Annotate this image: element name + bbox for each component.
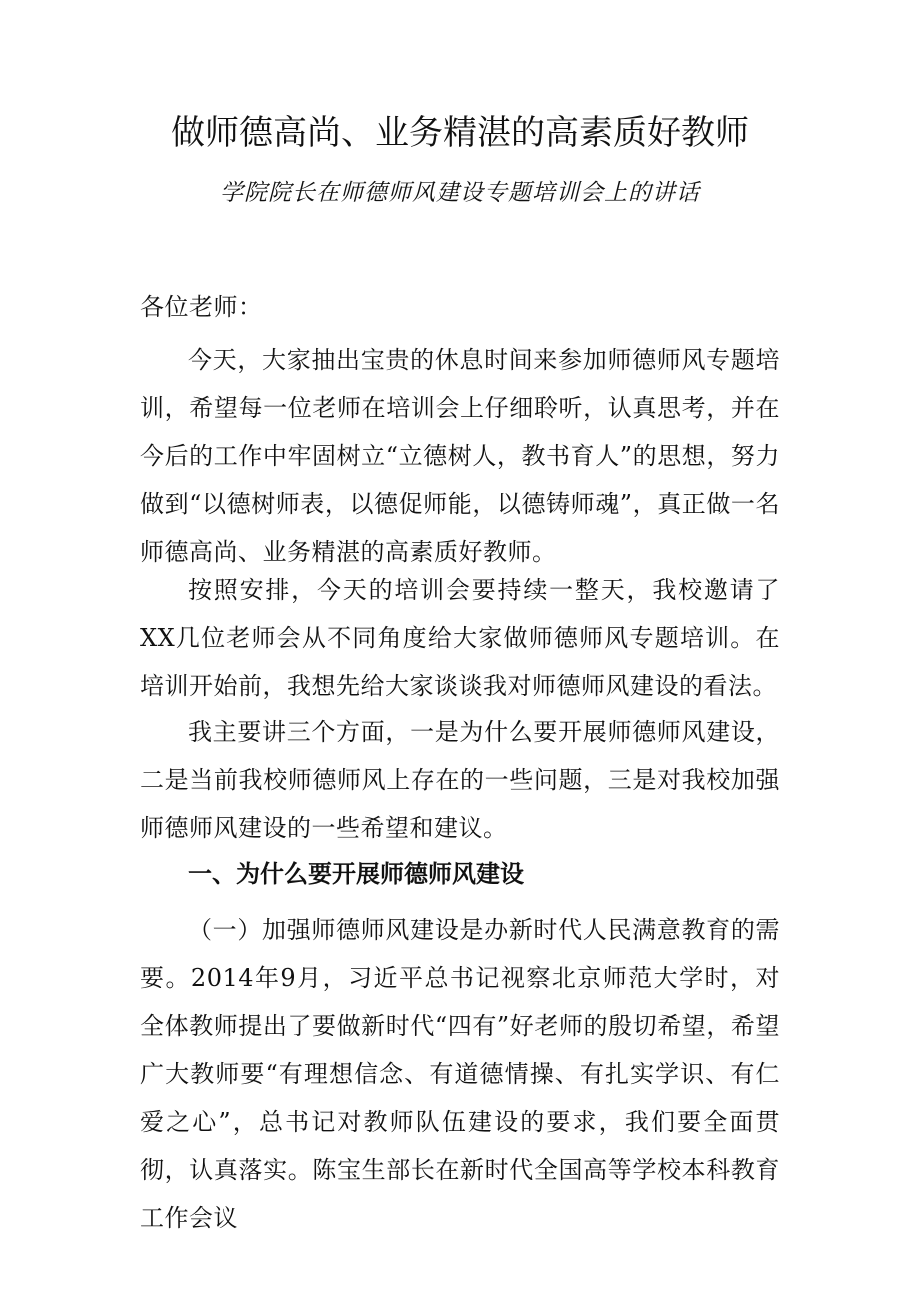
section-heading: 一、为什么要开展师德师风建设: [188, 860, 524, 888]
document-title: 做师德高尚、业务精湛的高素质好教师: [171, 113, 749, 153]
paragraph-2: 按照安排，今天的培训会要持续一整天，我校邀请了XX几位老师会从不同角度给大家做师德师风专题培训。在培训开始前，我想先给大家谈谈我对师德师风建设的看法。: [140, 576, 780, 700]
salutation: 各位老师：: [140, 293, 263, 321]
section-paragraph: （一）加强师德师风建设是办新时代人民满意教育的需要。2014年9月，习近平总书记视察北京师范大学时，对全体教师提出了要做新时代“四有”好老师的殷切希望，希望广大教师要“有理想信念、有道德情操、有扎实学识、有仁爱之心”，总书记对教师队伍建设的要求，我们要全面贯彻，认真落实。陈宝生部长在新时代全国高等学校本科教育工作会议: [140, 916, 780, 1232]
paragraph-3: 我主要讲三个方面，一是为什么要开展师德师风建设，二是当前我校师德师风上存在的一些问题，三是对我校加强师德师风建设的一些希望和建议。: [140, 718, 780, 842]
paragraph-1: 今天，大家抽出宝贵的休息时间来参加师德师风专题培训，希望每一位老师在培训会上仔细聆听，认真思考，并在今后的工作中牢固树立“立德树人，教书育人”的思想，努力做到“以德树师表，以德促师能，以德铸师魂”，真正做一名师德高尚、业务精湛的高素质好教师。: [140, 346, 780, 566]
document-subtitle: 学院院长在师德师风建设专题培训会上的讲话: [220, 180, 700, 206]
